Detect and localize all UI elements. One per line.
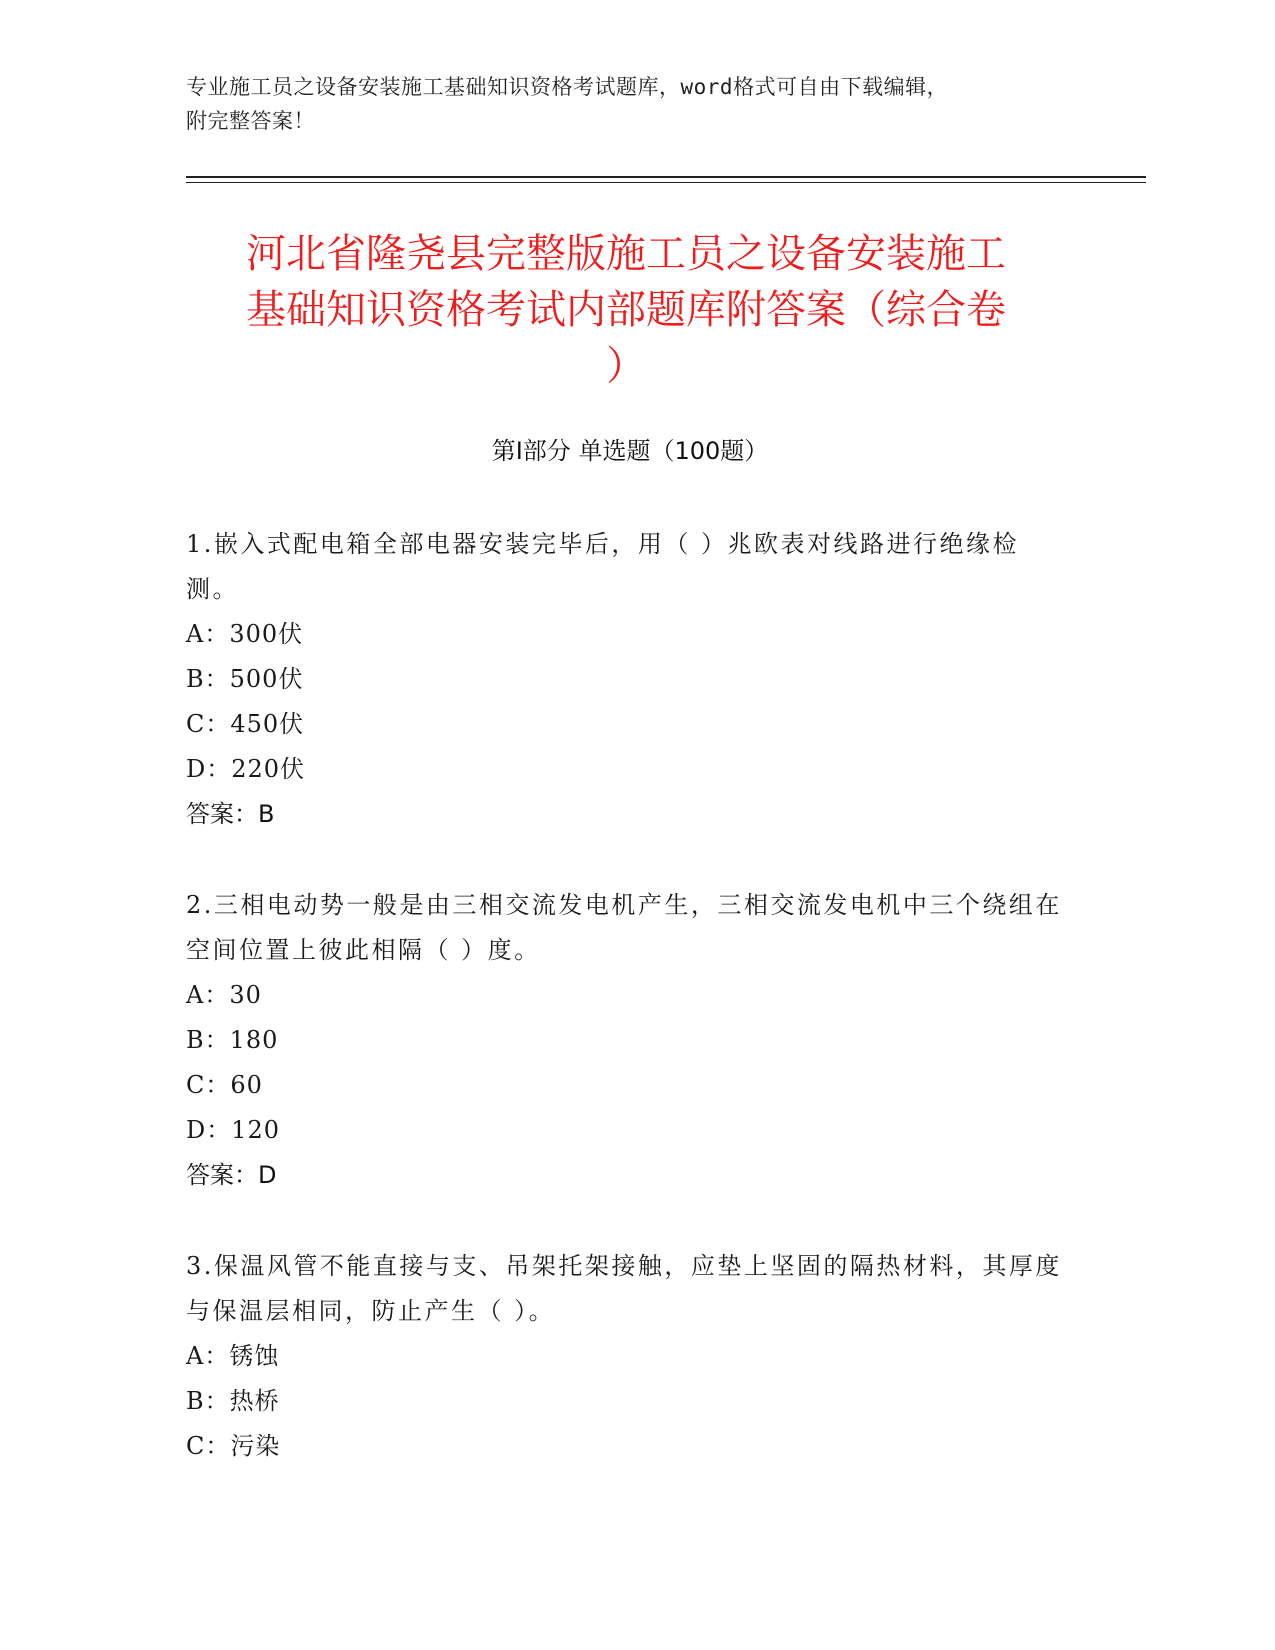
option-key: C： — [186, 710, 231, 738]
title-line-2: 基础知识资格考试内部题库附答案（综合卷 — [246, 287, 1006, 333]
title-line-3: ） — [606, 343, 646, 389]
option-d — [186, 747, 1066, 792]
option-c — [186, 702, 1066, 747]
title-line-1: 河北省隆尧县完整版施工员之设备安装施工 — [246, 231, 1006, 277]
option-text: 220伏 — [231, 755, 306, 783]
option-text: 120 — [231, 1116, 281, 1144]
answer-label: 答案：B — [186, 800, 275, 828]
option-text: 污染 — [230, 1432, 281, 1460]
option-b — [186, 1379, 1066, 1424]
option-key: A： — [186, 620, 230, 648]
intro-line-1: 专业施工员之设备安装施工基础知识资格考试题库，word格式可自由下载编辑， — [186, 75, 949, 99]
document-title — [186, 226, 1066, 394]
option-key: B： — [186, 665, 230, 693]
question-1 — [186, 522, 1066, 837]
option-text: 500伏 — [229, 665, 304, 693]
option-a — [186, 973, 1066, 1018]
option-d — [186, 1108, 1066, 1153]
header-divider-thin — [186, 182, 1146, 183]
option-key: A： — [186, 1342, 230, 1370]
question-stem: 1.嵌入式配电箱全部电器安装完毕后，用（ ）兆欧表对线路进行绝缘检测。 — [186, 530, 1020, 603]
option-key: D： — [186, 1116, 232, 1144]
option-text: 60 — [230, 1071, 263, 1099]
option-b — [186, 657, 1066, 702]
option-text: 450伏 — [230, 710, 305, 738]
header-divider-thick — [186, 176, 1146, 178]
option-a — [186, 612, 1066, 657]
option-text: 180 — [229, 1026, 279, 1054]
option-key: A： — [186, 981, 230, 1009]
option-key: B： — [186, 1387, 230, 1415]
intro-text — [186, 70, 1086, 138]
answer-label: 答案：D — [186, 1161, 277, 1189]
option-a — [186, 1334, 1066, 1379]
option-b — [186, 1018, 1066, 1063]
option-text: 热桥 — [229, 1387, 280, 1415]
question-2 — [186, 883, 1066, 1198]
question-stem: 2.三相电动势一般是由三相交流发电机产生，三相交流发电机中三个绕组在空间位置上彼此相隔（ ）度。 — [186, 891, 1062, 964]
question-list — [186, 522, 1066, 1515]
question-stem: 3.保温风管不能直接与支、吊架托架接触，应垫上坚固的隔热材料，其厚度与保温层相同，防止产生（ ）。 — [186, 1252, 1062, 1325]
option-text: 30 — [229, 981, 262, 1009]
option-key: C： — [186, 1071, 231, 1099]
option-key: C： — [186, 1432, 231, 1460]
intro-line-2: 附完整答案！ — [186, 109, 315, 133]
option-text: 300伏 — [229, 620, 304, 648]
question-3 — [186, 1244, 1066, 1469]
option-c — [186, 1424, 1066, 1469]
option-text: 锈蚀 — [229, 1342, 280, 1370]
option-c — [186, 1063, 1066, 1108]
option-key: B： — [186, 1026, 230, 1054]
option-key: D： — [186, 755, 232, 783]
section-heading: 第Ⅰ部分 单选题（100题） — [491, 437, 769, 465]
